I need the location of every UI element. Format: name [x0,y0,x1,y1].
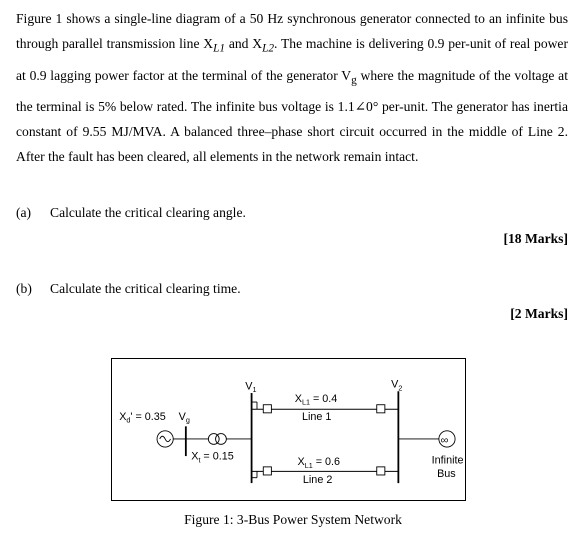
problem-mid: . The machine is delivering 0.9 per-unit of real power at 0.9 lagging power factor at the terminal of the generator V [16,36,568,83]
line-2-breaker-left [263,467,271,475]
infinite-bus-label-2: Bus [437,467,456,480]
line-1-breaker-right [377,405,385,413]
vg-label: $V_g$ [178,411,190,425]
single-line-diagram [111,358,466,501]
generator-symbol [157,431,173,447]
problem-statement [16,6,568,170]
bus-v2-label: $V_2$ [391,378,403,393]
xt-label: $X_t = 0.15$ [191,450,234,465]
figure-caption: Figure 1: 3-Bus Power System Network [184,512,402,527]
bus-v1-label: $V_1$ [245,380,257,395]
line-2-breaker-right [377,467,385,475]
problem-rest: where the magnitude of the voltage at the terminal is 5% below rated. The infinite bus voltage is 1.1∠0° per-unit. The generator has inertia constant of 9.55 MJ/MVA. A balanced three–phase short circuit occurred in the middle of Line 2. After the fault has been cleared, all elements in the network remain intact. [16,67,568,165]
xl2-subscript: L2 [262,43,275,56]
infinite-bus-label-1: Infinite [431,454,464,467]
question-b-text: Calculate the critical clearing time. [50,281,241,296]
question-a-marks: [18 Marks] [503,231,568,246]
question-b [16,281,568,307]
question-a-label: (a) [16,205,32,220]
problem-and: and X [225,36,263,52]
line-1-breaker-left [263,405,271,413]
xd-label: $X_d' = 0.35$ [119,411,166,425]
question-b-marks: [2 Marks] [510,306,568,321]
transformer-symbol [208,434,226,445]
xl1-subscript: L1 [213,43,226,56]
problem-intro: Figure 1 shows a single-line diagram of a 50 Hz synchronous generator connected to an infinite bus through parallel transmission line X [16,11,568,52]
infinite-bus-icon: ∞ [440,434,449,447]
vg-subscript: g [351,74,357,87]
line-1-reactance: $X_{L1} = 0.4$ [294,393,338,407]
line-2-reactance: $X_{L1} = 0.6$ [297,456,341,470]
diagram-svg [112,359,465,500]
line-2-name: Line 2 [302,474,333,487]
line-1-name: Line 1 [302,411,332,424]
question-a-text: Calculate the critical clearing angle. [50,205,246,220]
question-b-label: (b) [16,281,32,296]
document [16,6,568,321]
question-a [16,205,568,231]
